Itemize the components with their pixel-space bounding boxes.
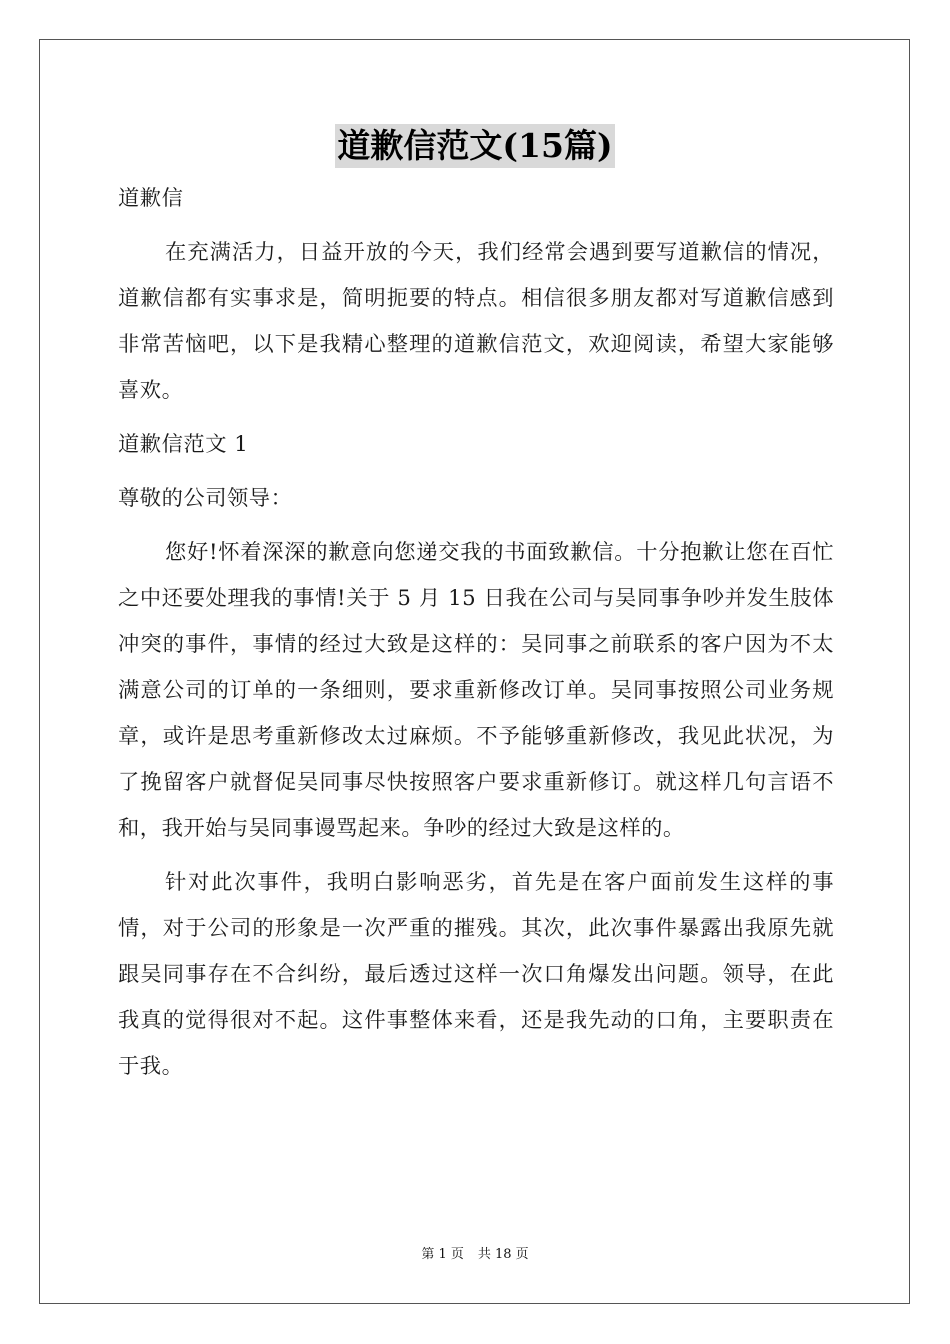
document-body — [118, 176, 834, 1090]
salutation: 尊敬的公司领导： — [118, 486, 293, 511]
body-paragraph-1: 您好!怀着深深的歉意向您递交我的书面致歉信。十分抱歉让您在百忙之中还要处理我的事情!关于 5 月 15 日我在公司与吴同事争吵并发生肢体冲突的事件，事情的经过大致是这样的：吴同事之前联系的客户因为不太满意公司的订单的一条细则，要求重新修改订单。吴同事按照公司业务规章，或许是思考重新修改太过麻烦。不予能够重新修改，我见此状况，为了挽留客户就督促吴同事尽快按照客户要求重新修订。就这样几句言语不和，我开始与吴同事谩骂起来。争吵的经过大致是这样的。 — [118, 540, 834, 841]
heading: 道歉信 — [118, 186, 184, 211]
document-title: 道歉信范文(15篇) — [335, 124, 614, 168]
page-total: 共 18 页 — [477, 1247, 529, 1262]
page-number: 第 1 页 — [421, 1247, 464, 1262]
section-title: 道歉信范文 1 — [118, 432, 249, 457]
page-footer — [0, 1246, 950, 1264]
intro-paragraph: 在充满活力，日益开放的今天，我们经常会遇到要写道歉信的情况，道歉信都有实事求是，简明扼要的特点。相信很多朋友都对写道歉信感到非常苦恼吧，以下是我精心整理的道歉信范文，欢迎阅读，希望大家能够喜欢。 — [118, 240, 834, 403]
title-container — [0, 124, 950, 168]
body-paragraph-2: 针对此次事件，我明白影响恶劣，首先是在客户面前发生这样的事情，对于公司的形象是一次严重的摧残。其次，此次事件暴露出我原先就跟吴同事存在不合纠纷，最后透过这样一次口角爆发出问题。领导，在此我真的觉得很对不起。这件事整体来看，还是我先动的口角，主要职责在于我。 — [118, 870, 834, 1079]
